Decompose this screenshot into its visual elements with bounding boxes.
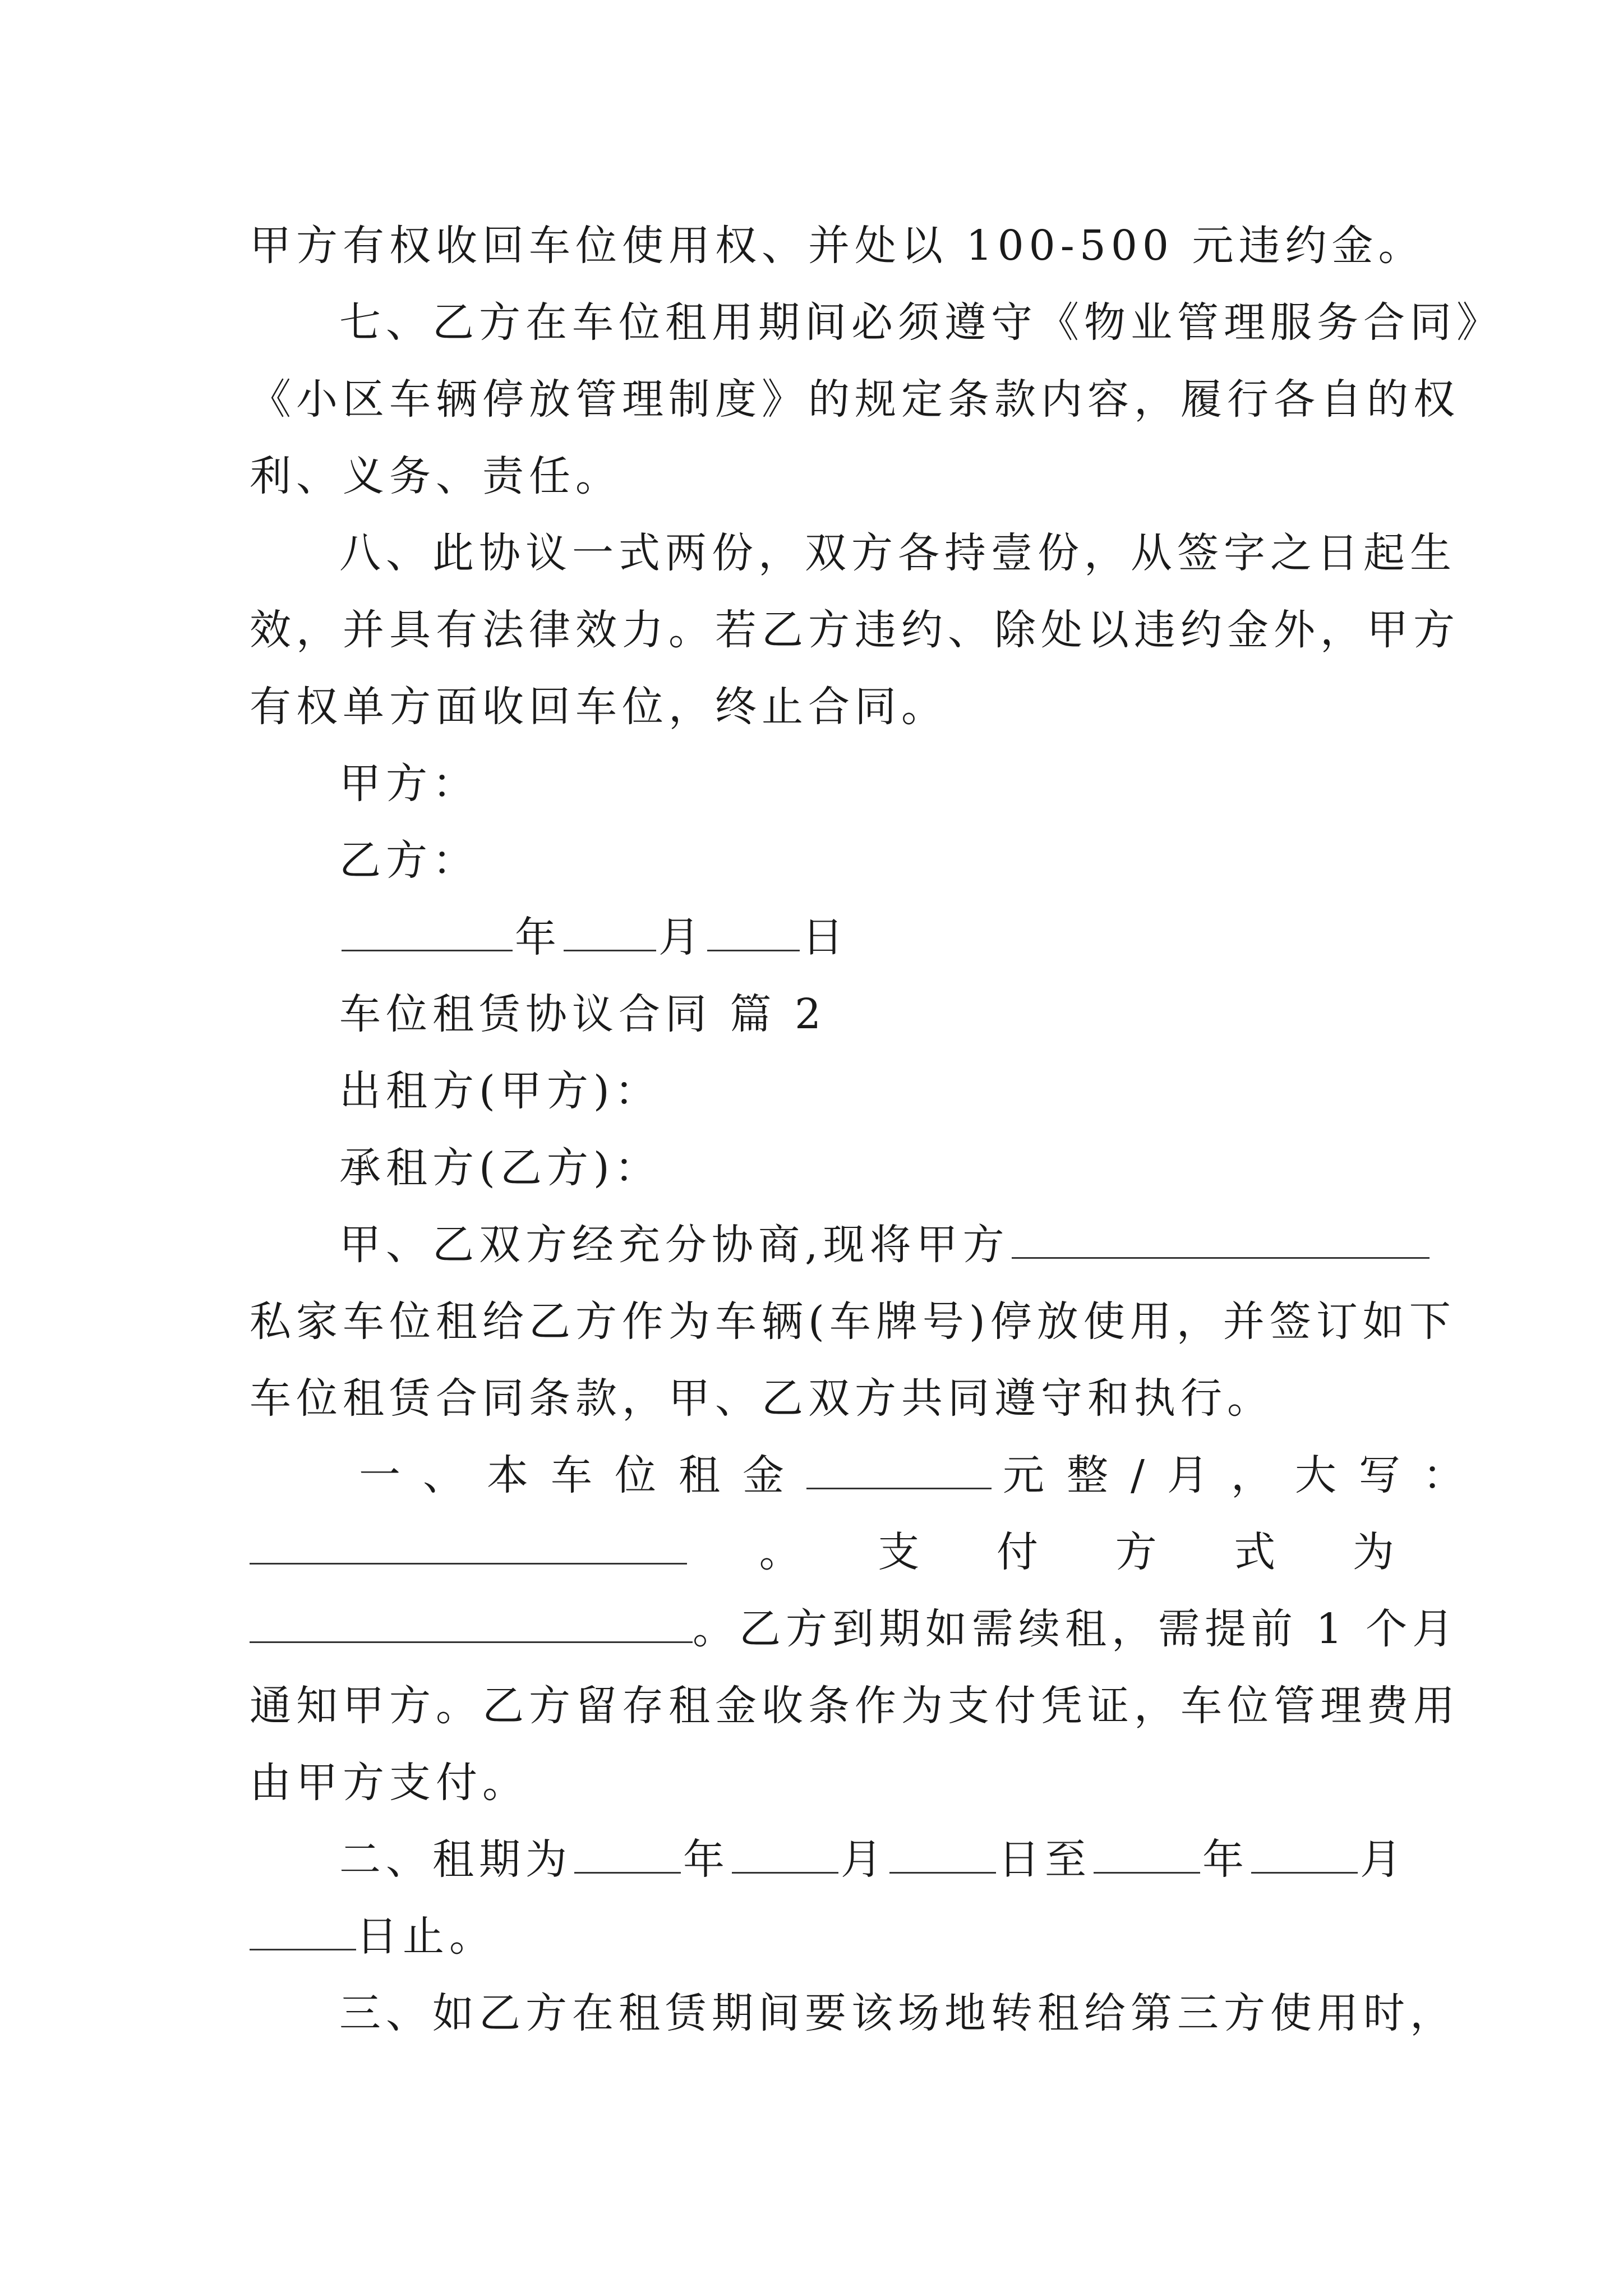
text: 一、本车位租金 <box>359 1451 806 1499</box>
text: 月 <box>841 1835 887 1884</box>
text: 私家车位租给乙方作为车辆(车牌号)停放使用，并签订如下 <box>250 1297 1456 1346</box>
day-label: 日 <box>802 913 849 961</box>
section-heading <box>339 983 1489 1045</box>
text: 为 <box>1352 1528 1399 1576</box>
party-b-label <box>339 830 1489 891</box>
text: 效，并具有法律效力。若乙方违约、除处以违约金外，甲方 <box>250 606 1460 654</box>
text: 乙方： <box>339 836 479 885</box>
text: 月 <box>1360 1835 1407 1884</box>
paragraph-line <box>250 1368 1399 1429</box>
paragraph-line <box>339 1214 1399 1276</box>
text: 利、义务、责任。 <box>250 452 622 500</box>
blank-day <box>707 908 800 951</box>
clause-1-line <box>250 1752 1399 1814</box>
text: 甲方有权收回车位使用权、并处以 100-500 元违约金。 <box>250 222 1425 270</box>
blank-field <box>1012 1216 1430 1259</box>
text: 支 <box>878 1528 925 1576</box>
text: 方 <box>1115 1528 1162 1576</box>
clause-2-line <box>250 1906 1399 1967</box>
clause-1-line <box>250 1675 1460 1737</box>
text: 通知甲方。乙方留存租金收条作为支付凭证，车位管理费用 <box>250 1682 1460 1730</box>
text: 日止。 <box>356 1912 496 1961</box>
blank-amount-words <box>250 1521 687 1565</box>
paragraph-line <box>250 599 1460 661</box>
signature-date-line <box>339 907 1489 968</box>
blank-year <box>342 908 513 951</box>
blank-month <box>564 908 656 951</box>
clause-3-line <box>339 1982 1489 2044</box>
text: 《小区车辆停放管理制度》的规定条款内容，履行各自的权 <box>250 375 1460 424</box>
blank-end-month <box>1251 1830 1358 1874</box>
blank-end-day <box>250 1907 356 1950</box>
blank-start-month <box>732 1830 838 1874</box>
month-label: 月 <box>658 913 705 961</box>
text: 八、此协议一式两份，双方各持壹份，从签字之日起生 <box>339 529 1456 577</box>
clause-1-line <box>250 1598 1459 1660</box>
text: 。乙方到期如需续租，需提前 1 个月 <box>693 1605 1459 1653</box>
party-a-label <box>339 753 1489 815</box>
blank-start-year <box>574 1830 681 1874</box>
paragraph-line <box>339 522 1489 584</box>
paragraph-line <box>250 1291 1456 1352</box>
text: 甲方： <box>339 760 479 808</box>
text: 甲、乙双方经充分协商,现将甲方 <box>339 1221 1009 1269</box>
clause-1-line <box>359 1444 1487 1506</box>
text: 出租方(甲方)： <box>339 1067 661 1115</box>
blank-start-day <box>889 1830 996 1874</box>
lessee-label <box>339 1137 1489 1199</box>
text: 年 <box>1202 1835 1249 1884</box>
clause-2-line <box>339 1829 1407 1890</box>
year-label: 年 <box>515 913 561 961</box>
text: 式 <box>1234 1528 1281 1576</box>
text: 付 <box>996 1528 1043 1576</box>
text: 有权单方面收回车位，终止合同。 <box>250 683 948 731</box>
text: 承租方(乙方)： <box>339 1144 661 1192</box>
text: 车位租赁合同条款，甲、乙双方共同遵守和执行。 <box>250 1374 1274 1423</box>
lessor-label <box>339 1060 1489 1122</box>
text: 。 <box>759 1528 806 1576</box>
paragraph-line <box>250 676 1399 738</box>
paragraph-line <box>250 215 1425 277</box>
paragraph-line <box>250 369 1460 430</box>
text: 三、如乙方在租赁期间要该场地转租给第三方使用时， <box>339 1989 1456 2037</box>
text: 元整/月，大写： <box>1003 1451 1487 1499</box>
text: 车位租赁协议合同 篇 2 <box>339 990 827 1038</box>
text: 七、乙方在车位租用期间必须遵守《物业管理服务合同》 <box>339 298 1503 347</box>
text: 二、租期为 <box>339 1835 572 1884</box>
clause-1-line <box>250 1521 1399 1583</box>
text: 日至 <box>998 1835 1091 1884</box>
blank-payment-method <box>250 1600 693 1643</box>
blank-end-year <box>1094 1830 1200 1874</box>
paragraph-line <box>250 445 1399 507</box>
paragraph-line <box>339 292 1503 353</box>
blank-rent <box>806 1446 992 1489</box>
text: 由甲方支付。 <box>250 1759 529 1807</box>
justified-line <box>250 1521 1399 1583</box>
text: 年 <box>683 1835 730 1884</box>
